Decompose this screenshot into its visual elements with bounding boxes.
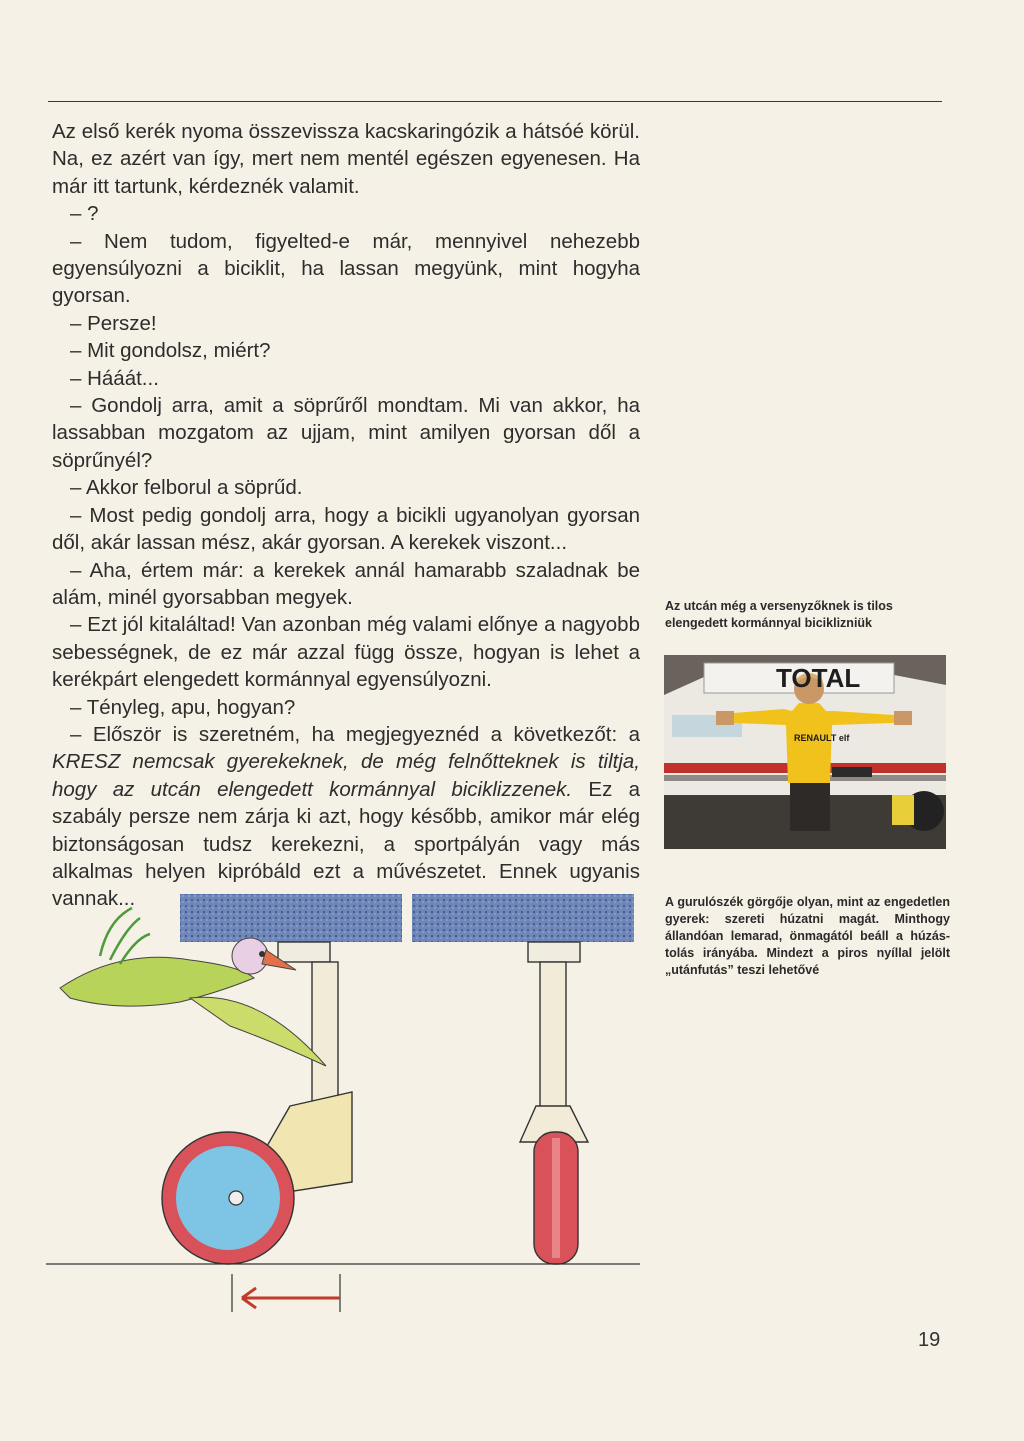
paragraph: – Mit gondolsz, miért? bbox=[70, 339, 271, 363]
paragraph: – Persze! bbox=[70, 311, 157, 335]
photo-caption: Az utcán még a versenyzőknek is tilos elengedett kormánnyal biciklizniük bbox=[665, 599, 893, 630]
main-text bbox=[52, 118, 640, 913]
paragraph: – Akkor felborul a söprűd. bbox=[70, 476, 303, 500]
header-rule bbox=[48, 101, 942, 102]
paragraph-text: – Először is szeretném, ha megjegyeznéd a következőt: a bbox=[70, 722, 640, 746]
cyclist-photo bbox=[664, 655, 946, 849]
jersey-text: RENAULT elf bbox=[794, 733, 850, 743]
paragraph: – Gondolj arra, amit a söprűről mondtam. Mi van akkor, ha lassabban mozgatom az ujjam, mint amilyen gyorsan dől a söprűnyél? bbox=[52, 394, 640, 472]
caster-illustration bbox=[40, 880, 660, 1350]
kresz-rule-italic: KRESZ nemcsak gyerekeknek, de még felnőtteknek is tiltja, hogy az utcán elengedett kormánnyal biciklizzenek. bbox=[52, 750, 640, 801]
paragraph: – ? bbox=[70, 202, 99, 226]
paragraph: – Nem tudom, figyelted-e már, mennyivel nehezebb egyensúlyozni a biciklit, ha lassan megyünk, mint hogyha gyorsan. bbox=[52, 229, 640, 308]
paragraph: – Ezt jól kitaláltad! Van azonban még valami előnye a nagyobb sebességnek, de ez már azzal függ össze, hogyan is lehet a kerékpárt elengedett kormánnyal egyensúlyozni. bbox=[52, 613, 640, 692]
paragraph: – Tényleg, apu, hogyan? bbox=[70, 695, 296, 719]
paragraph: – Aha, értem már: a kerekek annál hamarabb szaladnak be alám, minél gyorsabban megyek. bbox=[52, 558, 640, 609]
paragraph: – Hááát... bbox=[70, 366, 159, 390]
page-number: 19 bbox=[918, 1329, 941, 1351]
illustration-caption: A gurulószék görgője olyan, mint az engedetlen gyerek: szereti húzatni magát. Minthogy állandóan lemarad, önmagától beáll a húzás-tolás irányába. Mindezt a piros nyíllal jelölt „utánfutás” teszi lehetővé bbox=[665, 895, 950, 977]
photo-sign-text: TOTAL bbox=[776, 663, 861, 693]
paragraph: Az első kerék nyoma összevissza kacskaringózik a hátsóé körül. Na, ez azért van így, mert nem mentél egészen egyenesen. Ha már itt tartunk, kérdeznék valamit. bbox=[52, 120, 640, 198]
paragraph-text: Ez a szabály persze nem zárja ki azt, hogy később, amikor már elég biztonságosan tudsz kerekezni, a sportpályán vagy más alkalmas helyen kipróbáld ezt a művészetet. Ennek ugyanis vannak... bbox=[52, 777, 641, 911]
paragraph: – Most pedig gondolj arra, hogy a bicikli ugyanolyan gyorsan dől, akár lassan mész, akár gyorsan. A kerekek viszont... bbox=[52, 503, 640, 555]
